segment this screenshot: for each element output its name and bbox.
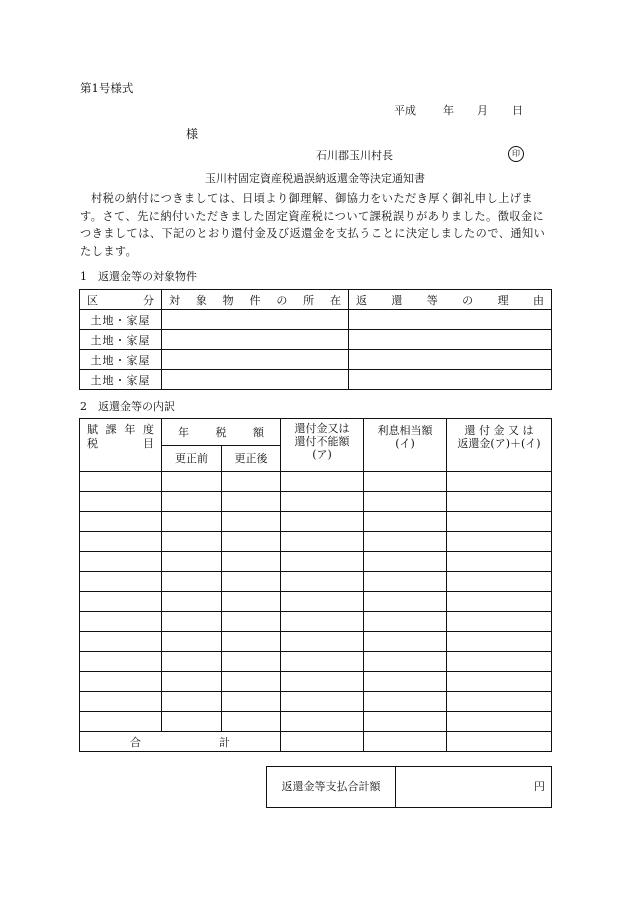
table-header-row: [80, 419, 552, 446]
total-interest-cell[interactable]: [364, 732, 447, 752]
table-row: [80, 632, 552, 652]
table-row: [80, 512, 552, 532]
breakdown-cell[interactable]: [80, 552, 162, 572]
breakdown-cell[interactable]: [447, 492, 552, 512]
breakdown-cell[interactable]: [281, 632, 364, 652]
breakdown-cell[interactable]: [162, 632, 222, 652]
date-year: 年: [443, 104, 454, 117]
header-tax-item-text: [80, 437, 161, 451]
total-sum-cell[interactable]: [447, 732, 552, 752]
breakdown-rows: [80, 472, 552, 732]
breakdown-cell[interactable]: [364, 632, 447, 652]
header-year-tax: [80, 419, 162, 472]
form-number: 第1号様式: [80, 81, 134, 95]
header-interest-line2: (イ): [395, 437, 415, 450]
breakdown-cell[interactable]: [447, 532, 552, 552]
breakdown-cell[interactable]: [162, 472, 222, 492]
total-refund-cell[interactable]: [281, 732, 364, 752]
breakdown-cell[interactable]: [162, 672, 222, 692]
breakdown-cell[interactable]: [222, 592, 281, 612]
table-row: [80, 370, 552, 390]
breakdown-cell[interactable]: [80, 612, 162, 632]
table-header-row: [80, 290, 552, 310]
char: 税: [215, 425, 227, 439]
header-refund-line2: 還付不能額: [294, 435, 350, 448]
total-row: [80, 732, 552, 752]
payment-total-label: 返還金等支払合計額: [267, 767, 396, 807]
breakdown-cell[interactable]: [80, 632, 162, 652]
breakdown-cell[interactable]: [364, 572, 447, 592]
breakdown-cell[interactable]: [447, 592, 552, 612]
document-title: 玉川村固定資産税過誤納返還金等決定通知書: [205, 172, 425, 185]
row-category: 土地・家屋: [80, 310, 162, 330]
reason-cell[interactable]: [349, 350, 552, 370]
breakdown-cell[interactable]: [162, 572, 222, 592]
char: 年: [178, 425, 189, 439]
breakdown-cell[interactable]: [222, 512, 281, 532]
breakdown-cell[interactable]: [80, 592, 162, 612]
breakdown-cell[interactable]: [222, 572, 281, 592]
breakdown-cell[interactable]: [162, 532, 222, 552]
char: の: [462, 293, 474, 307]
header-year-text: [80, 423, 161, 437]
date-month: 月: [477, 104, 488, 117]
char: 所: [303, 293, 315, 307]
breakdown-cell[interactable]: [162, 552, 222, 572]
body-paragraph: 村税の納付につきましては、日頃より御理解、御協力をいただき厚く御礼申し上げます。さて、先に納付いただきました固定資産税について課税誤りがありました。徴収金につきましては、下記のとおり還付金及び返還金を支払うことに決定しましたので、通知いたします。: [80, 192, 546, 258]
breakdown-cell[interactable]: [281, 672, 364, 692]
breakdown-cell[interactable]: [447, 652, 552, 672]
breakdown-cell[interactable]: [364, 712, 447, 732]
header-refund-line1: 還付金又は: [294, 422, 350, 435]
breakdown-cell[interactable]: [281, 512, 364, 532]
breakdown-cell[interactable]: [364, 612, 447, 632]
table-row: [80, 532, 552, 552]
breakdown-cell[interactable]: [222, 672, 281, 692]
breakdown-cell[interactable]: [162, 592, 222, 612]
char: 計: [219, 735, 230, 749]
char: 在: [329, 293, 341, 307]
breakdown-cell[interactable]: [281, 612, 364, 632]
header-total-line1: 還 付 金 又 は: [464, 424, 534, 437]
breakdown-cell[interactable]: [447, 692, 552, 712]
breakdown-cell[interactable]: [447, 552, 552, 572]
breakdown-cell[interactable]: [364, 532, 447, 552]
table-row: [80, 652, 552, 672]
breakdown-cell[interactable]: [447, 472, 552, 492]
header-total-line2: 返還金(ア)＋(イ): [457, 437, 541, 450]
breakdown-cell[interactable]: [281, 472, 364, 492]
char: 件: [249, 293, 261, 307]
char: 目: [143, 437, 154, 450]
char: 対: [169, 293, 180, 307]
breakdown-cell[interactable]: [162, 612, 222, 632]
char: 還: [391, 293, 403, 307]
header-interest-line1: 利息相当額: [377, 424, 433, 437]
breakdown-cell[interactable]: [281, 712, 364, 732]
date-era: 平成: [394, 104, 416, 117]
header-after-correction: 更正後: [222, 445, 281, 472]
row-category: 土地・家屋: [80, 370, 162, 390]
date-day: 日: [512, 104, 523, 117]
location-cell[interactable]: [162, 330, 349, 350]
table-row: [80, 330, 552, 350]
breakdown-cell[interactable]: [222, 632, 281, 652]
header-refund: [281, 419, 364, 472]
reason-cell[interactable]: [349, 310, 552, 330]
table-row: [80, 472, 552, 492]
table-row: [80, 592, 552, 612]
char: 分: [143, 293, 154, 307]
breakdown-cell[interactable]: [281, 572, 364, 592]
table-row: [80, 552, 552, 572]
char: 賦: [87, 423, 98, 436]
header-reason: [349, 290, 552, 310]
header-annual-tax: [162, 419, 281, 446]
total-label: [80, 732, 281, 752]
char: 由: [532, 293, 544, 307]
yen-unit: 円: [534, 780, 545, 793]
breakdown-cell[interactable]: [222, 652, 281, 672]
breakdown-cell[interactable]: [364, 672, 447, 692]
table-row: [80, 612, 552, 632]
issuer-name: 石川郡玉川村長: [316, 149, 393, 162]
breakdown-cell[interactable]: [222, 612, 281, 632]
breakdown-cell[interactable]: [80, 672, 162, 692]
refund-breakdown-table: [79, 418, 552, 752]
breakdown-cell[interactable]: [162, 712, 222, 732]
breakdown-cell[interactable]: [364, 472, 447, 492]
breakdown-cell[interactable]: [222, 492, 281, 512]
breakdown-cell[interactable]: [364, 652, 447, 672]
char: 等: [426, 293, 438, 307]
total-label-text: [80, 734, 280, 750]
breakdown-cell[interactable]: [162, 652, 222, 672]
breakdown-cell[interactable]: [447, 712, 552, 732]
table-row: [80, 350, 552, 370]
table-row: [80, 672, 552, 692]
location-cell[interactable]: [162, 350, 349, 370]
breakdown-cell[interactable]: [162, 512, 222, 532]
row-category: 土地・家屋: [80, 350, 162, 370]
table-row: [80, 572, 552, 592]
breakdown-cell[interactable]: [364, 552, 447, 572]
section2-heading: 2 返還金等の内訳: [80, 400, 175, 413]
table-row: [80, 492, 552, 512]
table-row: [80, 310, 552, 330]
addressee-suffix: 様: [186, 127, 199, 141]
breakdown-cell[interactable]: [364, 592, 447, 612]
target-property-table: [79, 289, 552, 390]
header-reason-text: [349, 292, 551, 308]
char: 合: [130, 735, 141, 749]
breakdown-cell[interactable]: [364, 492, 447, 512]
row-category: 土地・家屋: [80, 330, 162, 350]
breakdown-cell[interactable]: [80, 712, 162, 732]
char: 返: [356, 293, 367, 307]
char: 額: [253, 425, 264, 439]
breakdown-cell[interactable]: [281, 692, 364, 712]
header-location: [162, 290, 349, 310]
breakdown-cell[interactable]: [364, 512, 447, 532]
char: 象: [195, 293, 207, 307]
body-text-block: [80, 190, 552, 260]
breakdown-cell[interactable]: [80, 692, 162, 712]
breakdown-cell[interactable]: [447, 612, 552, 632]
table-row: [80, 712, 552, 732]
reason-cell[interactable]: [349, 330, 552, 350]
breakdown-cell[interactable]: [80, 652, 162, 672]
table-row: [80, 692, 552, 712]
breakdown-cell[interactable]: [80, 532, 162, 552]
char: 区: [87, 293, 98, 307]
breakdown-cell[interactable]: [447, 572, 552, 592]
breakdown-cell[interactable]: [162, 492, 222, 512]
header-category: [80, 290, 162, 310]
char: の: [276, 293, 288, 307]
header-refund-line3: (ア): [312, 448, 332, 461]
breakdown-cell[interactable]: [222, 692, 281, 712]
payment-total-box: [266, 766, 552, 808]
header-annual-tax-text: [162, 424, 280, 440]
char: 年: [124, 423, 136, 436]
header-category-text: [80, 292, 161, 308]
location-cell[interactable]: [162, 310, 349, 330]
breakdown-cell[interactable]: [281, 492, 364, 512]
breakdown-cell[interactable]: [80, 472, 162, 492]
header-location-text: [162, 292, 348, 308]
breakdown-cell[interactable]: [222, 552, 281, 572]
breakdown-cell[interactable]: [80, 572, 162, 592]
breakdown-cell[interactable]: [80, 492, 162, 512]
breakdown-cell[interactable]: [162, 692, 222, 712]
breakdown-cell[interactable]: [281, 532, 364, 552]
breakdown-cell[interactable]: [447, 512, 552, 532]
char: 理: [497, 293, 509, 307]
breakdown-cell[interactable]: [364, 692, 447, 712]
seal-mark: 印: [508, 146, 524, 162]
header-total-refund: [447, 419, 552, 472]
breakdown-cell[interactable]: [222, 712, 281, 732]
breakdown-cell[interactable]: [222, 472, 281, 492]
location-cell[interactable]: [162, 370, 349, 390]
breakdown-cell[interactable]: [80, 512, 162, 532]
reason-cell[interactable]: [349, 370, 552, 390]
breakdown-cell[interactable]: [281, 592, 364, 612]
breakdown-cell[interactable]: [281, 552, 364, 572]
header-before-correction: 更正前: [162, 445, 222, 472]
char: 度: [142, 423, 154, 436]
char: 課: [105, 423, 117, 436]
char: 税: [87, 437, 98, 450]
char: 物: [222, 293, 234, 307]
breakdown-cell[interactable]: [447, 672, 552, 692]
header-interest: [364, 419, 447, 472]
breakdown-cell[interactable]: [447, 632, 552, 652]
breakdown-cell[interactable]: [281, 652, 364, 672]
section1-heading: 1 返還金等の対象物件: [80, 270, 197, 283]
breakdown-cell[interactable]: [222, 532, 281, 552]
